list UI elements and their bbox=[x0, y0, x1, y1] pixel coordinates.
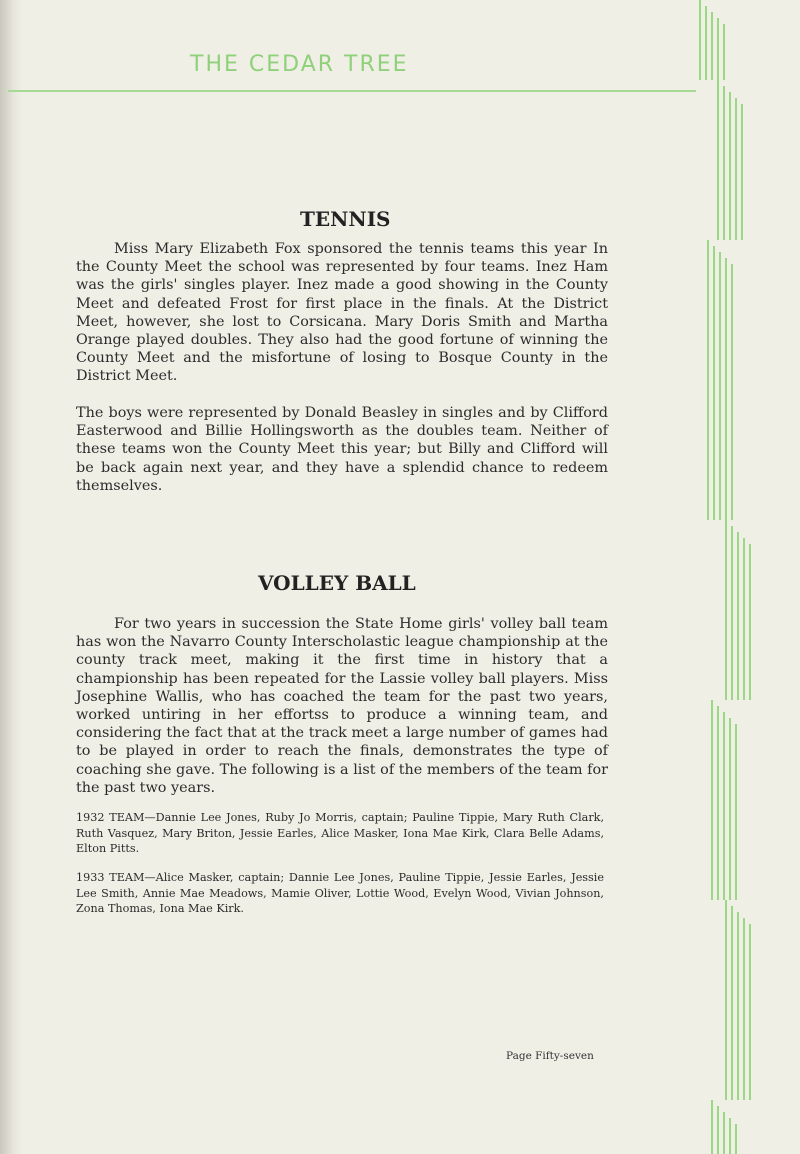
header-rule bbox=[8, 90, 696, 92]
book-spine-shadow bbox=[0, 0, 22, 1154]
page-number: Page Fifty-seven bbox=[506, 1050, 594, 1062]
decorative-stripes bbox=[688, 0, 800, 1154]
volleyball-paragraph: For two years in succession the State Home girls' volley ball team has won the Navarro County Interscholastic league championship at the county track meet, making it the first time in history that a championship has been repeated for the Lassie volley ball players. Miss Josephine Wallis, who has coached the team for the past two years, worked untiring in her effortss to produce a winning team, and considering the fact that at the track meet a large number of games had to be played in order to reach the finals, demonstrates the type of coaching she gave. The following is a list of the members of the team for the past two years. bbox=[76, 616, 608, 796]
tennis-paragraph-2: The boys were represented by Donald Beasley in singles and by Clifford Easterwood and Billie Hollingsworth as the doubles team. Neither of these teams won the County Meet this year; but Billy and Clifford will be back again next year, and they have a splendid chance to redeem themselves. bbox=[76, 405, 608, 494]
tennis-title: TENNIS bbox=[300, 207, 391, 231]
team-1932-roster: 1932 TEAM—Dannie Lee Jones, Ruby Jo Morris, captain; Pauline Tippie, Mary Ruth Clark, Ruth Vasquez, Mary Briton, Jessie Earles, Alice Masker, Iona Mae Kirk, Clara Belle Adams, Elton Pitts. bbox=[76, 811, 604, 856]
tennis-paragraph-1: Miss Mary Elizabeth Fox sponsored the tennis teams this year In the County Meet the school was represented by four teams. Inez Ham was the girls' singles player. Inez made a good showing in the County Meet and defeated Frost for first place in the finals. At the District Meet, however, she lost to Corsicana. Mary Doris Smith and Martha Orange played doubles. They also had the good fortune of winning the County Meet and the misfortune of losing to Bosque County in the District Meet. bbox=[76, 241, 608, 385]
team-1933-roster: 1933 TEAM—Alice Masker, captain; Dannie Lee Jones, Pauline Tippie, Jessie Earles, Jessie Lee Smith, Annie Mae Meadows, Mamie Oliver, Lottie Wood, Evelyn Wood, Vivian Johnson, Zona Thomas, Iona Mae Kirk. bbox=[76, 871, 604, 916]
running-head: THE CEDAR TREE bbox=[190, 52, 409, 77]
volleyball-title: VOLLEY BALL bbox=[258, 571, 416, 595]
